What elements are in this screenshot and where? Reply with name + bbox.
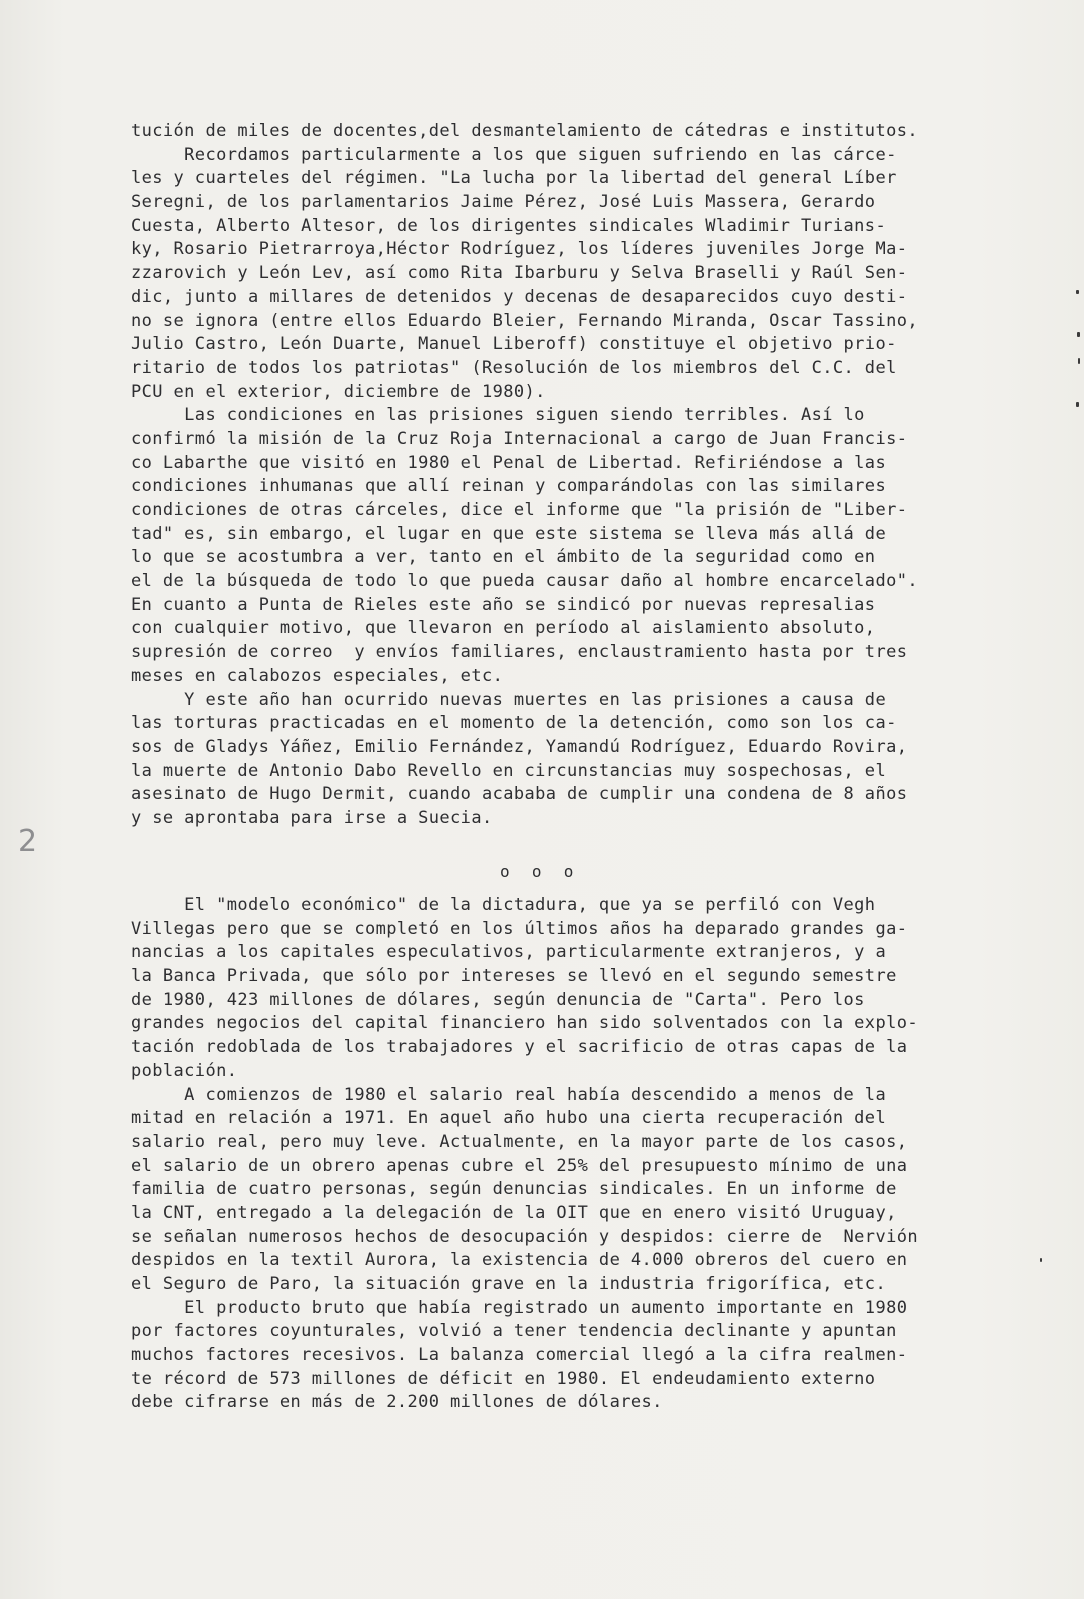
text-line: tad" es, sin embargo, el lugar en que este sistema se lleva más allá de — [131, 523, 887, 544]
text-line: por factores coyunturales, volvió a tener tendencia declinante y apuntan — [131, 1321, 897, 1342]
text-line: lo que se acostumbra a ver, tanto en el ámbito de la seguridad como en — [131, 547, 876, 568]
text-line: sos de Gladys Yáñez, Emilio Fernández, Yamandú Rodríguez, Eduardo Rovira, — [131, 736, 908, 757]
text-line: condiciones de otras cárceles, dice el informe que "la prisión de "Liber- — [131, 500, 908, 520]
text-line: Julio Castro, León Duarte, Manuel Liberoff) constituye el objetivo prio- — [131, 334, 897, 355]
scan-speck — [1078, 358, 1080, 364]
text-line: grandes negocios del capital financiero han sido solventados con la explo- — [131, 1013, 918, 1034]
text-line: el Seguro de Paro, la situación grave en la industria frigorífica, etc. — [131, 1274, 887, 1294]
text-line: En cuanto a Punta de Rieles este año se sindicó por nuevas represalias — [131, 594, 876, 615]
text-line: co Labarthe que visitó en 1980 el Penal de Libertad. Refiriéndose a las — [131, 452, 887, 473]
text-line: de 1980, 423 millones de dólares, según denuncia de "Carta". Pero los — [131, 989, 865, 1010]
text-line: las torturas practicadas en el momento de la detención, como son los ca- — [131, 713, 897, 734]
text-line: mitad en relación a 1971. En aquel año hubo una cierta recuperación del — [131, 1108, 887, 1129]
text-line: familia de cuatro personas, según denuncias sindicales. En un informe de — [131, 1179, 897, 1200]
text-line: A comienzos de 1980 el salario real había descendido a menos de la — [131, 1084, 887, 1105]
text-line: asesinato de Hugo Dermit, cuando acababa de cumplir una condena de 8 años — [131, 784, 908, 805]
text-line: Cuesta, Alberto Altesor, de los dirigentes sindicales Wladimir Turians- — [131, 215, 887, 236]
page-number: 2 — [18, 824, 38, 859]
text-line: nancias a los capitales especulativos, particularmente extranjeros, y a — [131, 942, 887, 963]
scan-speck — [1076, 290, 1079, 294]
text-line: tución de miles de docentes,del desmantelamiento de cátedras e institutos. — [131, 121, 918, 141]
text-line: El producto bruto que había registrado un aumento importante en 1980 — [131, 1297, 908, 1318]
text-line: meses en calabozos especiales, etc. — [131, 665, 504, 686]
text-line: tación redoblada de los trabajadores y el sacrificio de otras capas de la — [131, 1037, 908, 1058]
scan-speck — [1076, 402, 1079, 407]
text-line: muchos factores recesivos. La balanza comercial llegó a la cifra realmen- — [131, 1345, 908, 1366]
text-line: la muerte de Antonio Dabo Revello en circunstancias muy sospechosas, el — [131, 760, 887, 781]
section-separator: o o o — [500, 862, 575, 881]
text-line: el de la búsqueda de todo lo que pueda causar daño al hombre encarcelado". — [131, 571, 918, 592]
text-section-2 — [131, 894, 1031, 1415]
text-line: con cualquier motivo, que llevaron en período al aislamiento absoluto, — [131, 618, 876, 639]
text-line: Seregni, de los parlamentarios Jaime Pérez, José Luis Massera, Gerardo — [131, 192, 876, 213]
text-line: ritario de todos los patriotas" (Resolución de los miembros del C.C. del — [131, 357, 897, 378]
text-line: zzarovich y León Lev, así como Rita Ibarburu y Selva Braselli y Raúl Sen- — [131, 263, 908, 284]
text-line: El "modelo económico" de la dictadura, que ya se perfiló con Vegh — [131, 895, 876, 915]
text-line: confirmó la misión de la Cruz Roja Internacional a cargo de Juan Francis- — [131, 428, 908, 449]
text-line: población. — [131, 1060, 238, 1081]
text-line: el salario de un obrero apenas cubre el 25% del presupuesto mínimo de una — [131, 1155, 908, 1176]
text-line: se señalan numerosos hechos de desocupación y despidos: cierre de Nervión — [131, 1226, 918, 1247]
text-line: Las condiciones en las prisiones siguen siendo terribles. Así lo — [131, 405, 865, 426]
text-line: la Banca Privada, que sólo por intereses se llevó en el segundo semestre — [131, 966, 897, 987]
text-line: Y este año han ocurrido nuevas muertes en las prisiones a causa de — [131, 689, 887, 710]
text-line: debe cifrarse en más de 2.200 millones de dólares. — [131, 1392, 663, 1413]
scan-speck — [1040, 1258, 1042, 1262]
text-line: ky, Rosario Pietrarroya,Héctor Rodríguez, los líderes juveniles Jorge Ma- — [131, 239, 908, 260]
text-line: Villegas pero que se completó en los últimos años ha deparado grandes ga- — [131, 918, 908, 939]
text-line: PCU en el exterior, diciembre de 1980). — [131, 381, 546, 402]
scan-speck — [1077, 332, 1080, 337]
text-section-1 — [131, 120, 1031, 831]
text-line: salario real, pero muy leve. Actualmente, en la mayor parte de los casos, — [131, 1131, 908, 1152]
text-line: despidos en la textil Aurora, la existencia de 4.000 obreros del cuero en — [131, 1250, 908, 1271]
text-line: Recordamos particularmente a los que siguen sufriendo en las cárce- — [131, 144, 897, 165]
text-line: te récord de 573 millones de déficit en 1980. El endeudamiento externo — [131, 1368, 876, 1389]
text-line: condiciones inhumanas que allí reinan y comparándolas con las similares — [131, 476, 887, 497]
text-line: la CNT, entregado a la delegación de la OIT que en enero visitó Uruguay, — [131, 1202, 897, 1223]
text-line: no se ignora (entre ellos Eduardo Bleier, Fernando Miranda, Oscar Tassino, — [131, 310, 918, 331]
text-line: dic, junto a millares de detenidos y decenas de desaparecidos cuyo desti- — [131, 286, 908, 307]
text-line: supresión de correo y envíos familiares, enclaustramiento hasta por tres — [131, 642, 908, 663]
text-line: les y cuarteles del régimen. "La lucha por la libertad del general Líber — [131, 168, 897, 189]
text-line: y se aprontaba para irse a Suecia. — [131, 807, 493, 828]
